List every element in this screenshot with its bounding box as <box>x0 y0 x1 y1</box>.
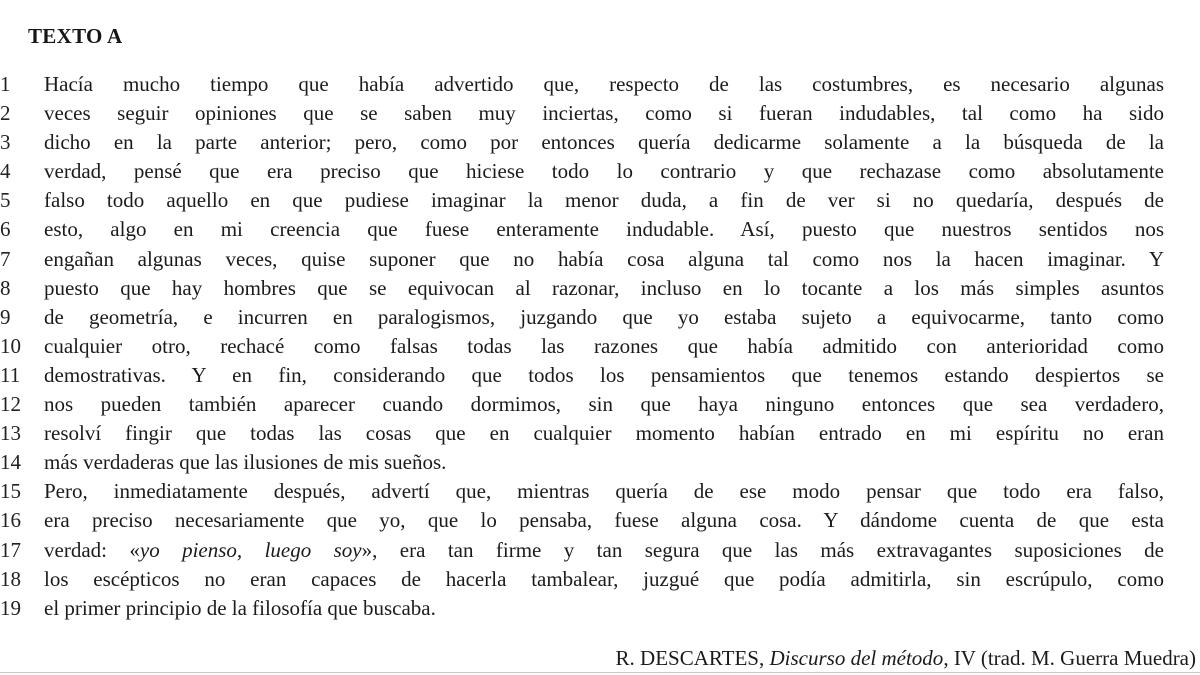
text-line <box>0 128 1200 157</box>
text-line <box>0 361 1200 390</box>
text-line <box>0 274 1200 303</box>
line-text: resolví fingir que todas las cosas que en cualquier momento habían entrado en mi espíritu no eran <box>44 421 1164 446</box>
line-text: demostrativas. Y en fin, considerando que todos los pensamientos que tenemos estando despiertos se <box>44 362 1164 387</box>
text-line <box>0 303 1200 332</box>
line-number: 10 <box>0 333 21 358</box>
line-number: 9 <box>0 304 11 329</box>
text-line <box>0 536 1200 565</box>
line-number: 5 <box>0 188 11 213</box>
line-text: falso todo aquello en que pudiese imaginar la menor duda, a fin de ver si no quedaría, después de <box>44 188 1164 213</box>
text-line <box>0 594 1200 623</box>
text-line <box>0 506 1200 535</box>
line-text: los escépticos no eran capaces de hacerla tambalear, juzgué que podía admitirla, sin escrúpulo, como <box>44 566 1164 591</box>
line-text: verdad, pensé que era preciso que hiciese todo lo contrario y que rechazase como absolutamente <box>44 159 1164 184</box>
line-number: 13 <box>0 421 21 446</box>
line-text-segment: », era tan firme y tan segura que las más extravagantes suposiciones de <box>361 537 1164 562</box>
source-citation <box>616 646 1196 670</box>
line-number: 8 <box>0 275 11 300</box>
line-text: puesto que hay hombres que se equivocan al razonar, incluso en lo tocante a los más simples asuntos <box>44 275 1164 300</box>
line-text: veces seguir opiniones que se saben muy inciertas, como si fueran indudables, tal como ha sido <box>44 101 1164 126</box>
line-number: 15 <box>0 479 21 504</box>
text-line <box>0 99 1200 128</box>
line-text: el primer principio de la filosofía que buscaba. <box>44 595 436 620</box>
line-number: 11 <box>0 362 21 387</box>
line-text-segment: verdad: « <box>44 537 140 562</box>
text-line <box>0 477 1200 506</box>
text-line <box>0 390 1200 419</box>
text-line <box>0 157 1200 186</box>
text-line <box>0 215 1200 244</box>
cogito-quote: yo pienso, luego soy <box>139 537 362 562</box>
line-number: 6 <box>0 217 11 242</box>
line-number: 1 <box>0 72 11 96</box>
line-number: 17 <box>0 537 21 562</box>
line-number: 3 <box>0 130 11 155</box>
line-text: nos pueden también aparecer cuando dormimos, sin que haya ninguno entonces que sea verdadero, <box>44 392 1164 417</box>
line-text: Pero, inmediatamente después, advertí que, mientras quería de ese modo pensar que todo era falso, <box>44 479 1164 504</box>
line-text: dicho en la parte anterior; pero, como por entonces quería dedicarme solamente a la búsqueda de la <box>44 130 1164 155</box>
line-text <box>44 536 1164 565</box>
line-text: de geometría, e incurren en paralogismos, juzgando que yo estaba sujeto a equivocarme, tanto como <box>44 304 1164 329</box>
bottom-divider <box>0 672 1200 673</box>
citation-author: R. DESCARTES, <box>615 646 770 670</box>
numbered-text-block <box>0 70 1200 623</box>
line-text: Hacía mucho tiempo que había advertido que, respecto de las costumbres, es necesario algunas <box>44 72 1164 96</box>
text-line <box>0 565 1200 594</box>
line-number: 2 <box>0 101 11 126</box>
line-text: engañan algunas veces, quise suponer que no había cosa alguna tal como nos la hacen imaginar. Y <box>44 246 1164 271</box>
line-number: 7 <box>0 246 11 271</box>
line-text: cualquier otro, rechacé como falsas todas las razones que había admitido con anterioridad como <box>44 333 1164 358</box>
line-text: esto, algo en mi creencia que fuese enteramente indudable. Así, puesto que nuestros sentidos nos <box>44 217 1164 242</box>
line-text: era preciso necesariamente que yo, que lo pensaba, fuese alguna cosa. Y dándome cuenta de que esta <box>44 508 1164 533</box>
text-line <box>0 245 1200 274</box>
citation-details: , IV (trad. M. Guerra Muedra) <box>943 646 1196 670</box>
document-heading: TEXTO A <box>28 24 123 48</box>
text-line <box>0 448 1200 477</box>
line-number: 14 <box>0 450 21 475</box>
text-line <box>0 332 1200 361</box>
text-line <box>0 70 1200 99</box>
line-text: más verdaderas que las ilusiones de mis sueños. <box>44 450 447 475</box>
line-number: 19 <box>0 595 21 620</box>
line-number: 4 <box>0 159 11 184</box>
line-number: 12 <box>0 392 21 417</box>
citation-work-title: Discurso del método <box>769 646 944 670</box>
line-number: 16 <box>0 508 21 533</box>
text-line <box>0 419 1200 448</box>
line-number: 18 <box>0 566 21 591</box>
text-line <box>0 186 1200 215</box>
